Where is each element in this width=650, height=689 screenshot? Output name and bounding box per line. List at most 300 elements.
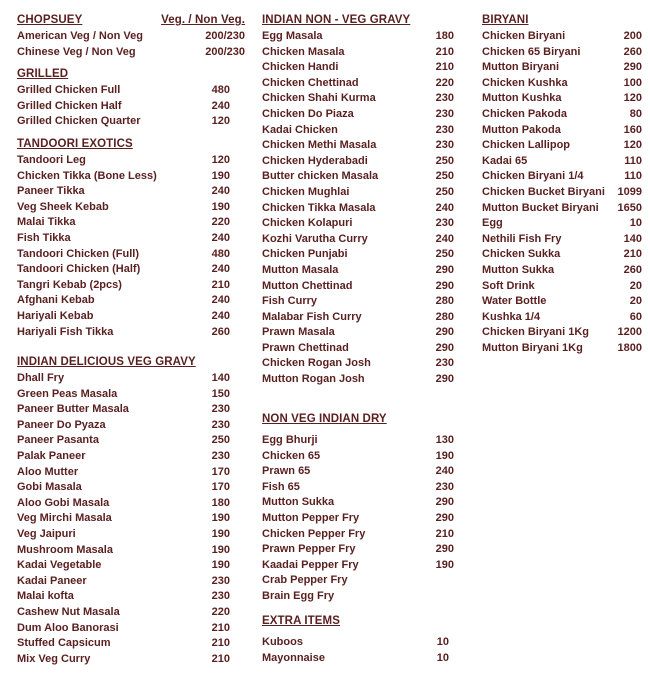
menu-item-price: 290 bbox=[435, 341, 454, 354]
menu-item-name: Fish Tikka bbox=[17, 231, 71, 244]
menu-item-name: Egg Bhurji bbox=[262, 434, 318, 446]
menu-item bbox=[17, 605, 230, 621]
menu-item-price: 110 bbox=[624, 154, 642, 167]
menu-item-name: Chicken 65 Biryani bbox=[482, 45, 581, 58]
menu-item-price: 1099 bbox=[617, 185, 642, 198]
menu-item-name: Mutton Biryani bbox=[482, 61, 559, 74]
menu-item-name: Veg Sheek Kebab bbox=[17, 200, 109, 213]
menu-item-price: 210 bbox=[623, 248, 642, 261]
menu-item bbox=[17, 45, 245, 61]
menu-item bbox=[262, 511, 454, 527]
section-chopsuey bbox=[17, 12, 245, 60]
section-title bbox=[17, 354, 230, 371]
menu-item-name: Chicken Rogan Josh bbox=[262, 357, 371, 370]
menu-item-name: Grilled Chicken Full bbox=[17, 84, 121, 96]
menu-item-name: Mutton Biryani 1Kg bbox=[482, 341, 583, 354]
menu-item bbox=[262, 651, 449, 667]
item-list bbox=[262, 29, 454, 388]
menu-item-price: 120 bbox=[211, 115, 230, 128]
menu-item-price: 180 bbox=[211, 496, 230, 509]
menu-item-name: Kaadai Pepper Fry bbox=[262, 558, 359, 571]
menu-item-price: 20 bbox=[629, 279, 642, 292]
menu-item-price: 210 bbox=[435, 45, 454, 58]
menu-item-price: 130 bbox=[435, 434, 454, 446]
menu-item-name: Fish Curry bbox=[262, 295, 318, 308]
menu-item-price: 140 bbox=[623, 232, 642, 245]
menu-item-price: 290 bbox=[435, 279, 454, 292]
menu-item-price: 210 bbox=[211, 652, 230, 665]
menu-item-price: 120 bbox=[623, 139, 642, 152]
menu-item bbox=[17, 449, 230, 465]
menu-item bbox=[17, 262, 230, 278]
menu-item bbox=[262, 201, 454, 217]
menu-item bbox=[262, 449, 454, 465]
menu-item-price: 230 bbox=[435, 217, 454, 230]
menu-item bbox=[482, 247, 642, 263]
menu-item-price: 260 bbox=[211, 325, 230, 338]
section-title-text: EXTRA ITEMS bbox=[262, 615, 340, 627]
menu-item bbox=[262, 433, 454, 449]
menu-item-price: 1650 bbox=[617, 201, 642, 214]
menu-item-name: Kozhi Varutha Curry bbox=[262, 232, 368, 245]
menu-item bbox=[262, 232, 454, 248]
menu-item-name: Mutton Rogan Josh bbox=[262, 373, 365, 386]
menu-item bbox=[482, 216, 642, 232]
menu-item-price: 190 bbox=[211, 559, 230, 572]
section-nonveg-dry bbox=[262, 411, 454, 605]
menu-item bbox=[17, 200, 230, 216]
menu-item-price: 240 bbox=[211, 185, 230, 198]
menu-item bbox=[17, 418, 230, 434]
menu-item bbox=[262, 154, 454, 170]
menu-item-price: 260 bbox=[623, 263, 642, 276]
menu-item-price: 140 bbox=[211, 372, 230, 384]
menu-item bbox=[17, 169, 230, 185]
item-list bbox=[17, 83, 230, 130]
menu-item-price: 190 bbox=[211, 512, 230, 525]
menu-item-name: Prawn Chettinad bbox=[262, 341, 349, 354]
menu-item-name: American Veg / Non Veg bbox=[17, 30, 143, 42]
section-title-text: BIRYANI bbox=[482, 14, 529, 26]
menu-item-price: 200/230 bbox=[205, 45, 245, 58]
section-title bbox=[262, 411, 454, 433]
menu-item-name: Prawn Masala bbox=[262, 326, 335, 339]
menu-item-price: 1800 bbox=[617, 341, 642, 354]
section-title bbox=[262, 12, 454, 29]
menu-item-price: 150 bbox=[211, 387, 230, 400]
menu-item bbox=[482, 263, 642, 279]
menu-item bbox=[17, 325, 230, 341]
section-title bbox=[262, 613, 449, 635]
menu-item-name: Chicken Biryani 1Kg bbox=[482, 326, 589, 339]
menu-item-price: 160 bbox=[623, 123, 642, 136]
menu-item-price: 20 bbox=[629, 295, 642, 308]
menu-item-price: 250 bbox=[435, 248, 454, 261]
menu-item bbox=[262, 294, 454, 310]
menu-item-price: 110 bbox=[624, 170, 642, 183]
menu-item-name: Afghani Kebab bbox=[17, 294, 95, 307]
menu-item-name: Kadai Vegetable bbox=[17, 559, 102, 572]
menu-item-price: 230 bbox=[211, 590, 230, 603]
menu-item-name: Mutton Sukka bbox=[262, 496, 335, 509]
menu-item-price: 220 bbox=[211, 216, 230, 229]
menu-item bbox=[17, 511, 230, 527]
menu-item bbox=[482, 201, 642, 217]
menu-item bbox=[482, 138, 642, 154]
menu-item bbox=[17, 231, 230, 247]
item-list bbox=[17, 29, 245, 60]
menu-item bbox=[262, 60, 454, 76]
menu-item-name: Tandoori Chicken (Half) bbox=[17, 263, 141, 276]
menu-item-price: 290 bbox=[623, 61, 642, 74]
menu-item-price: 240 bbox=[211, 263, 230, 276]
menu-item-name: Tandoori Chicken (Full) bbox=[17, 247, 140, 260]
menu-item-name: Veg Mirchi Masala bbox=[17, 512, 112, 525]
menu-item-name: Kadai 65 bbox=[482, 154, 528, 167]
menu-item-price: 480 bbox=[211, 84, 230, 96]
menu-item-price: 230 bbox=[435, 480, 454, 493]
menu-item-price: 260 bbox=[623, 45, 642, 58]
menu-item-name: Mutton Pakoda bbox=[482, 123, 561, 136]
menu-item bbox=[262, 138, 454, 154]
menu-item bbox=[262, 341, 454, 357]
menu-item-name: Aloo Mutter bbox=[17, 465, 79, 478]
menu-item-name: Chicken Kolapuri bbox=[262, 217, 353, 230]
menu-item-price: 210 bbox=[211, 637, 230, 650]
menu-item-name: Kadai Chicken bbox=[262, 123, 338, 136]
menu-item bbox=[17, 589, 230, 605]
menu-item-price: 230 bbox=[211, 403, 230, 416]
menu-item bbox=[17, 99, 230, 115]
menu-item-price: 280 bbox=[435, 310, 454, 323]
menu-item-name: Tandoori Leg bbox=[17, 154, 86, 166]
menu-item-name: Fish 65 bbox=[262, 480, 300, 493]
menu-item-price: 250 bbox=[435, 170, 454, 183]
menu-item bbox=[17, 29, 245, 45]
menu-item-name: Chicken Biryani 1/4 bbox=[482, 170, 584, 183]
menu-item-price: 1200 bbox=[617, 326, 642, 339]
menu-item-name: Chicken Mughlai bbox=[262, 185, 350, 198]
menu-item-price: 240 bbox=[211, 294, 230, 307]
menu-item-price: 230 bbox=[435, 107, 454, 120]
menu-item-price: 290 bbox=[435, 263, 454, 276]
menu-item bbox=[482, 341, 642, 357]
menu-item-name: Aloo Gobi Masala bbox=[17, 496, 110, 509]
menu-item-name: Chicken Tikka (Bone Less) bbox=[17, 169, 157, 182]
menu-item bbox=[262, 325, 454, 341]
menu-item-price: 10 bbox=[629, 217, 642, 230]
menu-item bbox=[262, 542, 454, 558]
item-list bbox=[482, 29, 642, 356]
menu-item bbox=[262, 480, 454, 496]
section-grilled bbox=[17, 66, 230, 130]
menu-item-name: Brain Egg Fry bbox=[262, 589, 335, 602]
section-title-text: NON VEG INDIAN DRY bbox=[262, 413, 387, 425]
menu-item-name: Chicken Pakoda bbox=[482, 107, 567, 120]
menu-item-price: 190 bbox=[211, 543, 230, 556]
menu-item bbox=[262, 185, 454, 201]
menu-item-price: 230 bbox=[435, 357, 454, 370]
menu-item-name: Nethili Fish Fry bbox=[482, 232, 562, 245]
menu-item-price: 170 bbox=[211, 481, 230, 494]
menu-item-name: Paneer Pasanta bbox=[17, 434, 99, 447]
menu-item bbox=[262, 123, 454, 139]
menu-item-name: Mayonnaise bbox=[262, 651, 325, 664]
menu-item-price: 80 bbox=[629, 107, 642, 120]
menu-item-price: 180 bbox=[435, 30, 454, 42]
section-biryani bbox=[482, 12, 642, 356]
menu-item bbox=[262, 372, 454, 388]
menu-item-price: 120 bbox=[623, 92, 642, 105]
menu-item bbox=[482, 294, 642, 310]
menu-item bbox=[482, 123, 642, 139]
menu-item-price: 200 bbox=[623, 30, 642, 42]
menu-item-price: 240 bbox=[211, 231, 230, 244]
menu-item-name: Chicken Masala bbox=[262, 45, 345, 58]
menu-item-name: Veg Jaipuri bbox=[17, 527, 76, 540]
menu-item-name: Chicken Methi Masala bbox=[262, 139, 377, 152]
section-tandoori-exotics bbox=[17, 136, 230, 340]
menu-item-price: 10 bbox=[436, 636, 449, 648]
section-extra-items bbox=[262, 613, 449, 666]
section-title bbox=[482, 12, 642, 29]
menu-item bbox=[262, 356, 454, 372]
menu-item-name: Chicken Biryani bbox=[482, 30, 566, 42]
menu-item-name: Gobi Masala bbox=[17, 481, 82, 494]
section-nonveg-gravy bbox=[262, 12, 454, 388]
menu-item-name: Cashew Nut Masala bbox=[17, 605, 120, 618]
menu-item-price: 220 bbox=[435, 76, 454, 89]
menu-item bbox=[17, 83, 230, 99]
menu-item bbox=[482, 76, 642, 92]
menu-item bbox=[17, 480, 230, 496]
section-title bbox=[17, 66, 230, 83]
column-header-veg-nonveg: Veg. / Non Veg. bbox=[161, 14, 245, 26]
menu-item bbox=[17, 433, 230, 449]
menu-item-name: Prawn Pepper Fry bbox=[262, 543, 356, 556]
menu-item-name: Chicken Chettinad bbox=[262, 76, 359, 89]
section-title-text: INDIAN NON - VEG GRAVY bbox=[262, 14, 411, 26]
menu-item-price: 210 bbox=[211, 278, 230, 291]
menu-item bbox=[482, 279, 642, 295]
menu-item bbox=[262, 279, 454, 295]
menu-item bbox=[262, 495, 454, 511]
menu-item bbox=[482, 60, 642, 76]
menu-item bbox=[17, 293, 230, 309]
menu-item bbox=[17, 371, 230, 387]
menu-item bbox=[17, 652, 230, 668]
menu-item bbox=[17, 543, 230, 559]
menu-item-price: 230 bbox=[211, 449, 230, 462]
menu-item-name: Chicken Punjabi bbox=[262, 248, 348, 261]
section-title-text: TANDOORI EXOTICS bbox=[17, 138, 133, 150]
menu-item-name: Prawn 65 bbox=[262, 465, 311, 478]
item-list bbox=[262, 635, 449, 666]
menu-item-price: 220 bbox=[211, 605, 230, 618]
menu-item-name: Egg Masala bbox=[262, 30, 323, 42]
menu-item-price: 290 bbox=[435, 496, 454, 509]
menu-item-price: 290 bbox=[435, 511, 454, 524]
menu-item-name: Green Peas Masala bbox=[17, 387, 118, 400]
menu-item-price: 290 bbox=[435, 543, 454, 556]
menu-item-price: 240 bbox=[435, 232, 454, 245]
menu-item-price: 190 bbox=[435, 449, 454, 462]
menu-item-name: Chicken 65 bbox=[262, 449, 321, 462]
menu-item-name: Malai Tikka bbox=[17, 216, 76, 229]
menu-item-name: Dum Aloo Banorasi bbox=[17, 621, 119, 634]
menu-item-name: Hariyali Kebab bbox=[17, 309, 94, 322]
menu-item-price: 240 bbox=[435, 465, 454, 478]
menu-item-name: Mutton Kushka bbox=[482, 92, 562, 105]
menu-item-price: 290 bbox=[435, 373, 454, 386]
menu-item bbox=[17, 402, 230, 418]
menu-item-name: Kushka 1/4 bbox=[482, 310, 541, 323]
menu-item-name: Mutton Masala bbox=[262, 263, 339, 276]
menu-item bbox=[262, 263, 454, 279]
menu-item-name: Chicken Shahi Kurma bbox=[262, 92, 376, 105]
menu-item-name: Chicken Do Piaza bbox=[262, 107, 354, 120]
section-title bbox=[17, 12, 245, 29]
menu-item-name: Chinese Veg / Non Veg bbox=[17, 45, 136, 58]
menu-item-name: Water Bottle bbox=[482, 295, 547, 308]
menu-item-name: Chicken Pepper Fry bbox=[262, 527, 366, 540]
menu-item-price: 190 bbox=[211, 527, 230, 540]
item-list bbox=[17, 153, 230, 340]
menu-item bbox=[17, 465, 230, 481]
menu-item-name: Mutton Chettinad bbox=[262, 279, 353, 292]
menu-item-name: Egg bbox=[482, 217, 503, 230]
menu-item-price: 240 bbox=[211, 309, 230, 322]
menu-item bbox=[482, 310, 642, 326]
menu-item-price: 230 bbox=[435, 123, 454, 136]
menu-item bbox=[262, 91, 454, 107]
menu-item-name: Chicken Sukka bbox=[482, 248, 561, 261]
menu-item-price: 250 bbox=[435, 185, 454, 198]
menu-item bbox=[17, 636, 230, 652]
menu-item-name: Malai kofta bbox=[17, 590, 74, 603]
section-title bbox=[17, 136, 230, 153]
menu-item bbox=[17, 621, 230, 637]
menu-item bbox=[262, 216, 454, 232]
menu-item bbox=[262, 107, 454, 123]
menu-item-price: 280 bbox=[435, 295, 454, 308]
menu-item-price: 120 bbox=[211, 154, 230, 166]
menu-item bbox=[482, 185, 642, 201]
menu-item-price: 190 bbox=[211, 200, 230, 213]
section-title-text: CHOPSUEY bbox=[17, 14, 83, 26]
menu-item-name: Chicken Tikka Masala bbox=[262, 201, 376, 214]
menu-item bbox=[17, 153, 230, 169]
item-list bbox=[262, 433, 454, 605]
menu-item-price: 210 bbox=[435, 527, 454, 540]
menu-item-name: Crab Pepper Fry bbox=[262, 574, 348, 587]
menu-item-name: Mix Veg Curry bbox=[17, 652, 91, 665]
menu-item-price: 10 bbox=[436, 651, 449, 664]
menu-item-price: 250 bbox=[435, 154, 454, 167]
menu-item-price: 250 bbox=[211, 434, 230, 447]
menu-item-price: 240 bbox=[435, 201, 454, 214]
menu-item-name: Stuffed Capsicum bbox=[17, 637, 111, 650]
menu-item bbox=[262, 573, 454, 589]
section-title-text: GRILLED bbox=[17, 68, 69, 80]
menu-item-price: 230 bbox=[211, 574, 230, 587]
menu-item-name: Mushroom Masala bbox=[17, 543, 113, 556]
menu-item bbox=[17, 309, 230, 325]
section-veg-gravy bbox=[17, 354, 230, 667]
menu-item bbox=[17, 278, 230, 294]
menu-item-price: 200/230 bbox=[205, 30, 245, 42]
menu-item bbox=[262, 29, 454, 45]
menu-item bbox=[262, 45, 454, 61]
menu-item-price: 230 bbox=[211, 418, 230, 431]
menu-item bbox=[262, 558, 454, 574]
menu-item bbox=[482, 29, 642, 45]
menu-item-name: Malabar Fish Curry bbox=[262, 310, 362, 323]
menu-item bbox=[482, 169, 642, 185]
menu-item bbox=[17, 574, 230, 590]
menu-item bbox=[482, 107, 642, 123]
menu-item bbox=[262, 169, 454, 185]
menu-item bbox=[262, 310, 454, 326]
menu-item bbox=[482, 325, 642, 341]
menu-item bbox=[17, 114, 230, 130]
menu-item-price: 190 bbox=[211, 169, 230, 182]
menu-item-price: 210 bbox=[435, 61, 454, 74]
menu-item-name: Chicken Lallipop bbox=[482, 139, 571, 152]
menu-item-name: Chicken Bucket Biryani bbox=[482, 185, 605, 198]
menu-item bbox=[17, 215, 230, 231]
menu-item-name: Chicken Hyderabadi bbox=[262, 154, 368, 167]
menu-item-name: Kuboos bbox=[262, 636, 303, 648]
item-list bbox=[17, 371, 230, 667]
menu-item bbox=[262, 247, 454, 263]
menu-item bbox=[17, 387, 230, 403]
menu-item bbox=[17, 558, 230, 574]
menu-item bbox=[17, 247, 230, 263]
menu-item-price: 480 bbox=[211, 247, 230, 260]
menu-item bbox=[262, 527, 454, 543]
menu-item-name: Paneer Butter Masala bbox=[17, 403, 129, 416]
menu-item bbox=[482, 154, 642, 170]
menu-item-price: 170 bbox=[211, 465, 230, 478]
menu-item-price: 210 bbox=[211, 621, 230, 634]
menu-item-name: Tangri Kebab (2pcs) bbox=[17, 278, 122, 291]
section-title-text: INDIAN DELICIOUS VEG GRAVY bbox=[17, 356, 196, 368]
menu-item bbox=[482, 91, 642, 107]
menu-item bbox=[262, 635, 449, 651]
menu-item-price: 230 bbox=[435, 139, 454, 152]
menu-item bbox=[262, 76, 454, 92]
menu-item-name: Mutton Bucket Biryani bbox=[482, 201, 599, 214]
menu-item-name: Grilled Chicken Half bbox=[17, 99, 122, 112]
menu-item bbox=[17, 527, 230, 543]
menu-item-name: Paneer Tikka bbox=[17, 185, 85, 198]
menu-item-name: Paneer Do Pyaza bbox=[17, 418, 106, 431]
menu-item-price: 240 bbox=[211, 99, 230, 112]
menu-item-name: Butter chicken Masala bbox=[262, 170, 379, 183]
menu-item bbox=[262, 589, 454, 605]
menu-item-name: Dhall Fry bbox=[17, 372, 65, 384]
menu-item bbox=[482, 232, 642, 248]
menu-item bbox=[482, 45, 642, 61]
menu-item bbox=[17, 496, 230, 512]
menu-item bbox=[17, 184, 230, 200]
menu-item-name: Chicken Kushka bbox=[482, 76, 568, 89]
menu-item bbox=[262, 464, 454, 480]
menu-item-price: 230 bbox=[435, 92, 454, 105]
menu-item-name: Kadai Paneer bbox=[17, 574, 87, 587]
menu-item-name: Mutton Pepper Fry bbox=[262, 511, 360, 524]
